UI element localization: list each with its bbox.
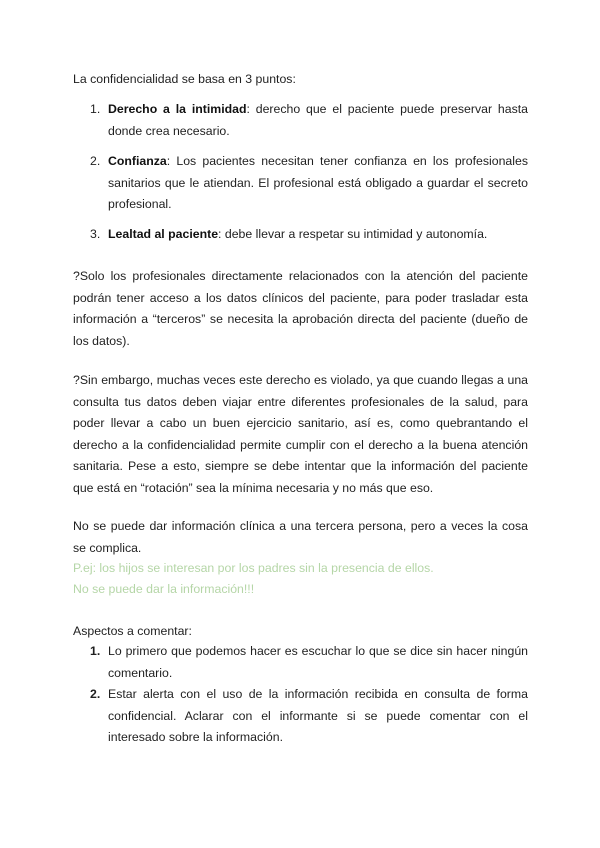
point-1 <box>90 99 528 142</box>
paragraph-violation: ?Sin embargo, muchas veces este derecho es violado, ya que cuando llegas a una consulta tus datos deben viajar entre diferentes profesionales de la salud, para poder llevar a cabo un buen ejercicio sanitario, así es, como quebrantando el derecho a la confidencialidad permite cumplir con el derecho a la buena atención sanitaria. Pese a esto, siempre se debe intentar que la información del paciente que está en “rotación” sea la mínima necesaria y no más que eso. <box>73 373 528 495</box>
example-line: P.ej: los hijos se interesan por los padres sin la presencia de ellos. <box>73 561 434 575</box>
point-number: 2. <box>90 154 101 168</box>
aspect-number: 2. <box>90 687 101 701</box>
point-text: : derecho que el paciente puede preservar hasta donde crea necesario. <box>108 102 528 138</box>
aspect-number: 1. <box>90 644 101 658</box>
aspects-heading: Aspectos a comentar: <box>73 624 192 638</box>
point-term: Derecho a la intimidad <box>108 102 247 116</box>
point-2 <box>90 151 528 216</box>
point-number: 3. <box>90 227 101 241</box>
point-term: Lealtad al paciente <box>108 227 219 241</box>
point-text: : Los pacientes necesitan tener confianza en los profesionales sanitarios que le atiendan. El profesional está obligado a guardar el secreto profesional. <box>108 154 528 211</box>
aspect-text: Lo primero que podemos hacer es escuchar lo que se dice sin hacer ningún comentario. <box>108 644 528 680</box>
intro-text: La confidencialidad se basa en 3 puntos: <box>73 72 296 86</box>
point-text: : debe llevar a respetar su intimidad y autonomía. <box>218 227 488 241</box>
paragraph-access: ?Solo los profesionales directamente relacionados con la atención del paciente podrán tener acceso a los datos clínicos del paciente, para poder trasladar esta información a “terceros” se necesita la aprobación directa del paciente (dueño de los datos). <box>73 269 528 348</box>
aspect-1 <box>90 641 528 684</box>
point-number: 1. <box>90 102 101 116</box>
example-warning: No se puede dar la información!!! <box>73 582 255 596</box>
paragraph-third-party: No se puede dar información clínica a una tercera persona, pero a veces la cosa se complica. <box>73 519 528 555</box>
point-term: Confianza <box>108 154 167 168</box>
aspect-2 <box>90 684 528 749</box>
point-3 <box>90 224 528 246</box>
aspect-text: Estar alerta con el uso de la información recibida en consulta de forma confidencial. Aclarar con el informante si se puede comentar con el interesado sobre la información. <box>108 687 528 744</box>
